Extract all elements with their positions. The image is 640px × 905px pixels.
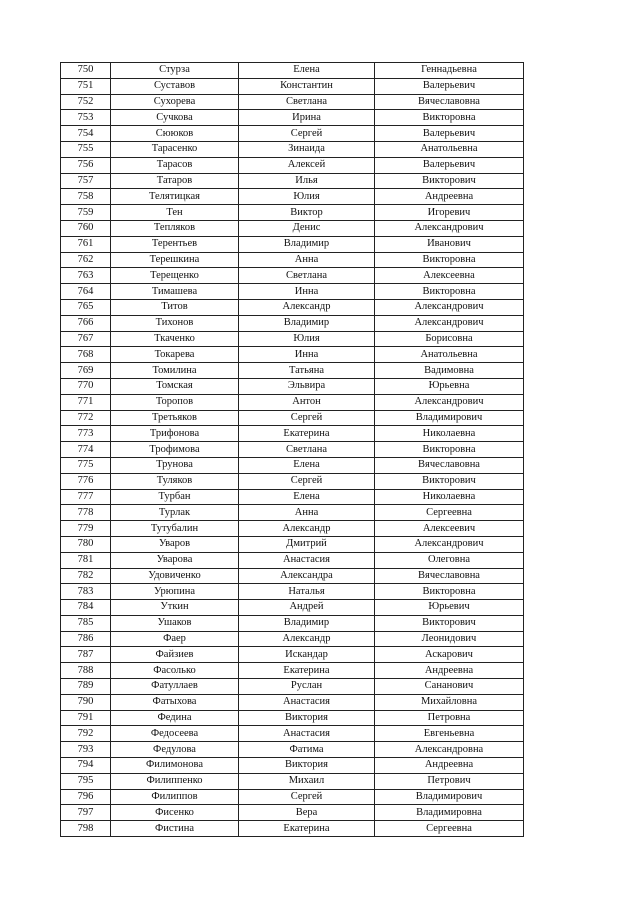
first-name-cell: Анна [239,252,375,268]
row-number-cell: 797 [61,805,111,821]
first-name-cell: Сергей [239,473,375,489]
table-row [61,726,524,742]
table-row [61,647,524,663]
table-row [61,489,524,505]
row-number-cell: 752 [61,94,111,110]
table-row [61,63,524,79]
patronymic-cell: Валерьевич [375,126,524,142]
first-name-cell: Анастасия [239,726,375,742]
table-row [61,78,524,94]
last-name-cell: Тутубалин [111,521,239,537]
first-name-cell: Вера [239,805,375,821]
first-name-cell: Владимир [239,236,375,252]
patronymic-cell: Викторовна [375,252,524,268]
first-name-cell: Искандар [239,647,375,663]
patronymic-cell: Игоревич [375,205,524,221]
row-number-cell: 780 [61,536,111,552]
patronymic-cell: Валерьевич [375,157,524,173]
table-row [61,220,524,236]
table-row [61,505,524,521]
last-name-cell: Тимашева [111,284,239,300]
last-name-cell: Стурза [111,63,239,79]
row-number-cell: 766 [61,315,111,331]
patronymic-cell: Николаевна [375,426,524,442]
table-row [61,394,524,410]
first-name-cell: Юлия [239,189,375,205]
first-name-cell: Юлия [239,331,375,347]
last-name-cell: Трунова [111,457,239,473]
first-name-cell: Денис [239,220,375,236]
patronymic-cell: Евгеньевна [375,726,524,742]
last-name-cell: Фасолько [111,663,239,679]
row-number-cell: 789 [61,679,111,695]
first-name-cell: Инна [239,284,375,300]
last-name-cell: Тепляков [111,220,239,236]
last-name-cell: Татаров [111,173,239,189]
last-name-cell: Филиппов [111,789,239,805]
table-row [61,284,524,300]
last-name-cell: Титов [111,299,239,315]
first-name-cell: Сергей [239,126,375,142]
patronymic-cell: Геннадьевна [375,63,524,79]
first-name-cell: Екатерина [239,426,375,442]
patronymic-cell: Владимирович [375,410,524,426]
row-number-cell: 785 [61,615,111,631]
row-number-cell: 751 [61,78,111,94]
roster-table-body [61,63,524,837]
table-row [61,552,524,568]
patronymic-cell: Викторович [375,173,524,189]
last-name-cell: Турлак [111,505,239,521]
last-name-cell: Трофимова [111,442,239,458]
row-number-cell: 769 [61,363,111,379]
table-row [61,631,524,647]
first-name-cell: Ирина [239,110,375,126]
row-number-cell: 783 [61,584,111,600]
last-name-cell: Фатуллаев [111,679,239,695]
patronymic-cell: Викторович [375,615,524,631]
row-number-cell: 794 [61,758,111,774]
first-name-cell: Александр [239,631,375,647]
row-number-cell: 778 [61,505,111,521]
patronymic-cell: Сананович [375,679,524,695]
table-row [61,742,524,758]
last-name-cell: Фатыхова [111,694,239,710]
patronymic-cell: Алексеевич [375,521,524,537]
first-name-cell: Фатима [239,742,375,758]
patronymic-cell: Викторовна [375,584,524,600]
table-row [61,126,524,142]
table-row [61,252,524,268]
first-name-cell: Андрей [239,600,375,616]
table-row [61,773,524,789]
table-row [61,457,524,473]
first-name-cell: Елена [239,63,375,79]
last-name-cell: Уварова [111,552,239,568]
table-row [61,347,524,363]
first-name-cell: Константин [239,78,375,94]
row-number-cell: 781 [61,552,111,568]
table-row [61,236,524,252]
row-number-cell: 756 [61,157,111,173]
first-name-cell: Светлана [239,442,375,458]
patronymic-cell: Александрович [375,220,524,236]
table-row [61,378,524,394]
last-name-cell: Томилина [111,363,239,379]
patronymic-cell: Леонидович [375,631,524,647]
patronymic-cell: Вячеславовна [375,457,524,473]
patronymic-cell: Олеговна [375,552,524,568]
last-name-cell: Тарасов [111,157,239,173]
table-row [61,710,524,726]
first-name-cell: Владимир [239,315,375,331]
patronymic-cell: Викторовна [375,110,524,126]
table-row [61,442,524,458]
first-name-cell: Сергей [239,789,375,805]
row-number-cell: 768 [61,347,111,363]
table-row [61,663,524,679]
last-name-cell: Терещенко [111,268,239,284]
row-number-cell: 784 [61,600,111,616]
patronymic-cell: Иванович [375,236,524,252]
row-number-cell: 755 [61,141,111,157]
last-name-cell: Тен [111,205,239,221]
table-row [61,473,524,489]
last-name-cell: Телятицкая [111,189,239,205]
table-row [61,110,524,126]
table-row [61,94,524,110]
last-name-cell: Филимонова [111,758,239,774]
first-name-cell: Виктория [239,710,375,726]
first-name-cell: Екатерина [239,663,375,679]
patronymic-cell: Николаевна [375,489,524,505]
last-name-cell: Терешкина [111,252,239,268]
row-number-cell: 787 [61,647,111,663]
patronymic-cell: Викторовна [375,442,524,458]
row-number-cell: 788 [61,663,111,679]
last-name-cell: Уткин [111,600,239,616]
table-row [61,315,524,331]
patronymic-cell: Михайловна [375,694,524,710]
first-name-cell: Алексей [239,157,375,173]
last-name-cell: Терентьев [111,236,239,252]
patronymic-cell: Вячеславовна [375,568,524,584]
patronymic-cell: Сергеевна [375,821,524,837]
last-name-cell: Трифонова [111,426,239,442]
patronymic-cell: Сергеевна [375,505,524,521]
row-number-cell: 761 [61,236,111,252]
row-number-cell: 767 [61,331,111,347]
patronymic-cell: Владимирович [375,789,524,805]
table-row [61,268,524,284]
first-name-cell: Светлана [239,94,375,110]
patronymic-cell: Александровна [375,742,524,758]
first-name-cell: Антон [239,394,375,410]
last-name-cell: Федулова [111,742,239,758]
table-row [61,410,524,426]
patronymic-cell: Вячеславовна [375,94,524,110]
row-number-cell: 796 [61,789,111,805]
row-number-cell: 777 [61,489,111,505]
last-name-cell: Суставов [111,78,239,94]
row-number-cell: 793 [61,742,111,758]
first-name-cell: Екатерина [239,821,375,837]
patronymic-cell: Анатольевна [375,141,524,157]
first-name-cell: Зинаида [239,141,375,157]
first-name-cell: Елена [239,457,375,473]
patronymic-cell: Борисовна [375,331,524,347]
row-number-cell: 775 [61,457,111,473]
last-name-cell: Федина [111,710,239,726]
row-number-cell: 798 [61,821,111,837]
first-name-cell: Наталья [239,584,375,600]
patronymic-cell: Александрович [375,315,524,331]
patronymic-cell: Петровна [375,710,524,726]
row-number-cell: 762 [61,252,111,268]
patronymic-cell: Юрьевна [375,378,524,394]
roster-table [60,62,524,837]
table-row [61,141,524,157]
first-name-cell: Анастасия [239,694,375,710]
first-name-cell: Виктор [239,205,375,221]
last-name-cell: Ткаченко [111,331,239,347]
last-name-cell: Файзиев [111,647,239,663]
last-name-cell: Сююков [111,126,239,142]
table-row [61,805,524,821]
table-row [61,331,524,347]
patronymic-cell: Аскарович [375,647,524,663]
patronymic-cell: Алексеевна [375,268,524,284]
last-name-cell: Тихонов [111,315,239,331]
last-name-cell: Сучкова [111,110,239,126]
row-number-cell: 776 [61,473,111,489]
last-name-cell: Фистина [111,821,239,837]
patronymic-cell: Владимировна [375,805,524,821]
first-name-cell: Инна [239,347,375,363]
patronymic-cell: Андреевна [375,663,524,679]
row-number-cell: 757 [61,173,111,189]
last-name-cell: Ушаков [111,615,239,631]
patronymic-cell: Андреевна [375,758,524,774]
first-name-cell: Татьяна [239,363,375,379]
row-number-cell: 786 [61,631,111,647]
table-row [61,758,524,774]
first-name-cell: Владимир [239,615,375,631]
last-name-cell: Третьяков [111,410,239,426]
table-row [61,521,524,537]
patronymic-cell: Петрович [375,773,524,789]
first-name-cell: Виктория [239,758,375,774]
patronymic-cell: Викторовна [375,284,524,300]
first-name-cell: Александра [239,568,375,584]
table-row [61,789,524,805]
table-row [61,821,524,837]
first-name-cell: Анна [239,505,375,521]
table-row [61,157,524,173]
patronymic-cell: Анатольевна [375,347,524,363]
row-number-cell: 764 [61,284,111,300]
last-name-cell: Торопов [111,394,239,410]
first-name-cell: Илья [239,173,375,189]
first-name-cell: Сергей [239,410,375,426]
last-name-cell: Токарева [111,347,239,363]
last-name-cell: Турбан [111,489,239,505]
table-row [61,363,524,379]
last-name-cell: Федосеева [111,726,239,742]
row-number-cell: 792 [61,726,111,742]
last-name-cell: Тарасенко [111,141,239,157]
row-number-cell: 795 [61,773,111,789]
row-number-cell: 758 [61,189,111,205]
first-name-cell: Эльвира [239,378,375,394]
row-number-cell: 750 [61,63,111,79]
patronymic-cell: Валерьевич [375,78,524,94]
first-name-cell: Елена [239,489,375,505]
last-name-cell: Томская [111,378,239,394]
first-name-cell: Дмитрий [239,536,375,552]
patronymic-cell: Александрович [375,536,524,552]
table-row [61,615,524,631]
last-name-cell: Сухорева [111,94,239,110]
row-number-cell: 760 [61,220,111,236]
table-row [61,299,524,315]
last-name-cell: Туляков [111,473,239,489]
patronymic-cell: Викторович [375,473,524,489]
patronymic-cell: Андреевна [375,189,524,205]
last-name-cell: Фаер [111,631,239,647]
last-name-cell: Филиппенко [111,773,239,789]
first-name-cell: Светлана [239,268,375,284]
table-row [61,173,524,189]
first-name-cell: Александр [239,521,375,537]
table-row [61,584,524,600]
patronymic-cell: Александрович [375,299,524,315]
patronymic-cell: Вадимовна [375,363,524,379]
row-number-cell: 759 [61,205,111,221]
table-row [61,694,524,710]
table-row [61,189,524,205]
row-number-cell: 782 [61,568,111,584]
last-name-cell: Фисенко [111,805,239,821]
row-number-cell: 753 [61,110,111,126]
first-name-cell: Александр [239,299,375,315]
table-row [61,600,524,616]
table-row [61,205,524,221]
last-name-cell: Удовиченко [111,568,239,584]
row-number-cell: 765 [61,299,111,315]
row-number-cell: 772 [61,410,111,426]
table-row [61,426,524,442]
patronymic-cell: Юрьевич [375,600,524,616]
row-number-cell: 790 [61,694,111,710]
row-number-cell: 771 [61,394,111,410]
row-number-cell: 770 [61,378,111,394]
last-name-cell: Уваров [111,536,239,552]
row-number-cell: 763 [61,268,111,284]
first-name-cell: Михаил [239,773,375,789]
patronymic-cell: Александрович [375,394,524,410]
row-number-cell: 773 [61,426,111,442]
first-name-cell: Руслан [239,679,375,695]
row-number-cell: 774 [61,442,111,458]
table-row [61,568,524,584]
row-number-cell: 754 [61,126,111,142]
first-name-cell: Анастасия [239,552,375,568]
row-number-cell: 779 [61,521,111,537]
last-name-cell: Урюпина [111,584,239,600]
row-number-cell: 791 [61,710,111,726]
table-row [61,536,524,552]
table-row [61,679,524,695]
